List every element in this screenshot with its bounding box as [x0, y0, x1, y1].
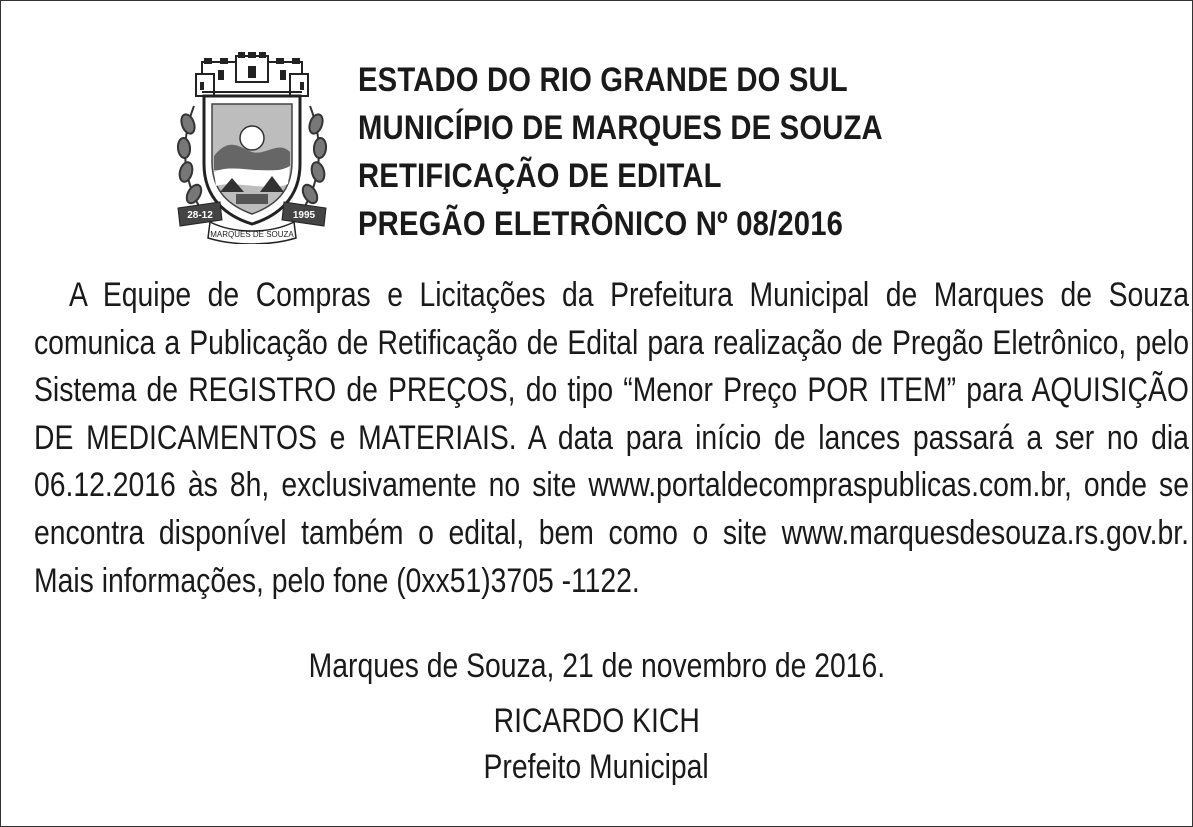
signer-title-text: Prefeito Municipal [483, 748, 710, 786]
crest-right-year: 1995 [292, 210, 316, 221]
heading-municipality: MUNICÍPIO DE MARQUES DE SOUZA [358, 109, 883, 147]
signer-name [0, 701, 1193, 741]
signer-name-text: RICARDO KICH [493, 702, 700, 740]
place-and-date [0, 646, 1193, 686]
heading-notice-type: RETIFICAÇÃO DE EDITAL [358, 157, 722, 195]
crest-left-date: 28-12 [187, 210, 213, 221]
heading-state: ESTADO DO RIO GRANDE DO SUL [358, 61, 848, 99]
heading-auction-number: PREGÃO ELETRÔNICO Nº 08/2016 [358, 205, 844, 243]
notice-heading [358, 56, 1046, 248]
notice-body-paragraph: A Equipe de Compras e Licitações da Prefeitura Municipal de Marques de Souza comunica a Publicação de Retificação de Edital para realização de Pregão Eletrônico, pelo Sistema de REGISTRO de PREÇOS, do tipo “Menor Preço POR ITEM” para AQUISIÇÃO DE MEDICAMENTOS e MATERIAIS. A data para início de lances passará a ser no dia 06.12.2016 às 8h, exclusivamente no site www.portaldecompraspublicas.com.br, onde se encontra disponível também o edital, bem como o site www.marquesdesouza.rs.gov.br. Mais informações, pelo fone (0xx51)3705 -1122. [34, 276, 1189, 600]
place-and-date-text: Marques de Souza, 21 de novembro de 2016. [308, 647, 885, 685]
signer-title [0, 747, 1193, 787]
coat-of-arms-icon [174, 52, 330, 244]
crest-banner-text: MARQUES DE SOUZA [210, 230, 294, 239]
